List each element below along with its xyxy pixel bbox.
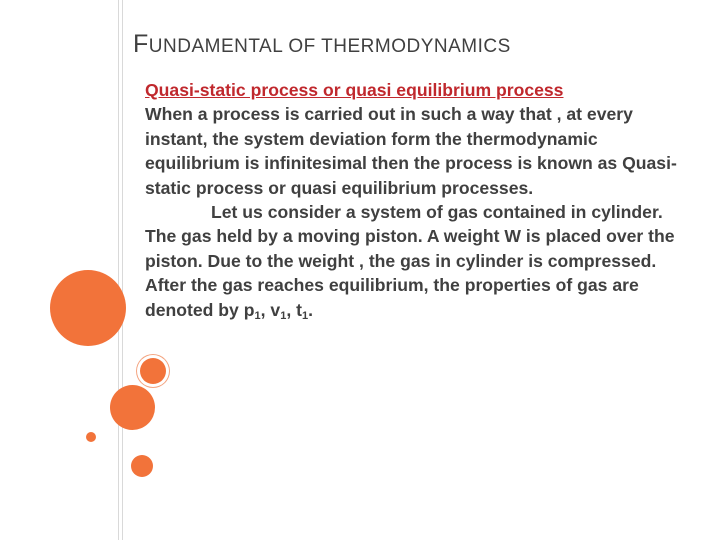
decorative-circle-large — [50, 270, 126, 346]
title-first-letter: F — [133, 30, 149, 58]
divider-line-right — [122, 0, 123, 540]
var-p: p — [243, 299, 255, 320]
slide-title — [133, 30, 693, 59]
separator-1: , — [260, 299, 271, 320]
separator-2: , — [286, 299, 297, 320]
decorative-circle-medium — [110, 385, 155, 430]
var-t: t — [296, 299, 302, 320]
paragraph-example-text: Let us consider a system of gas contained in cylinder. The gas held by a moving piston. A weight W is placed over the piston. Due to the weight , the gas in cylinder is compressed. After the gas reaches equilibrium, the properties of gas are denoted by — [145, 202, 675, 320]
decorative-circle-small — [131, 455, 153, 477]
decorative-circle-small-ringed — [140, 358, 166, 384]
paragraph-example — [145, 200, 680, 322]
subheading: Quasi-static process or quasi equilibrium process — [145, 80, 564, 100]
decorative-circle-tiny — [86, 432, 96, 442]
paragraph-definition: When a process is carried out in such a way that , at every instant, the system deviation form the thermodynamic equilibrium is infinitesimal then the process is known as Quasi-static process or quasi equilibrium processes. — [145, 104, 677, 198]
end-period: . — [308, 299, 313, 320]
var-v: v — [270, 299, 281, 320]
slide-content — [145, 78, 680, 322]
subscript-t: 1 — [301, 309, 309, 322]
subscript-v: 1 — [280, 309, 287, 322]
title-rest: UNDAMENTAL OF THERMODYNAMICS — [148, 36, 511, 57]
divider-line-left — [118, 0, 119, 540]
subscript-p: 1 — [254, 309, 261, 322]
